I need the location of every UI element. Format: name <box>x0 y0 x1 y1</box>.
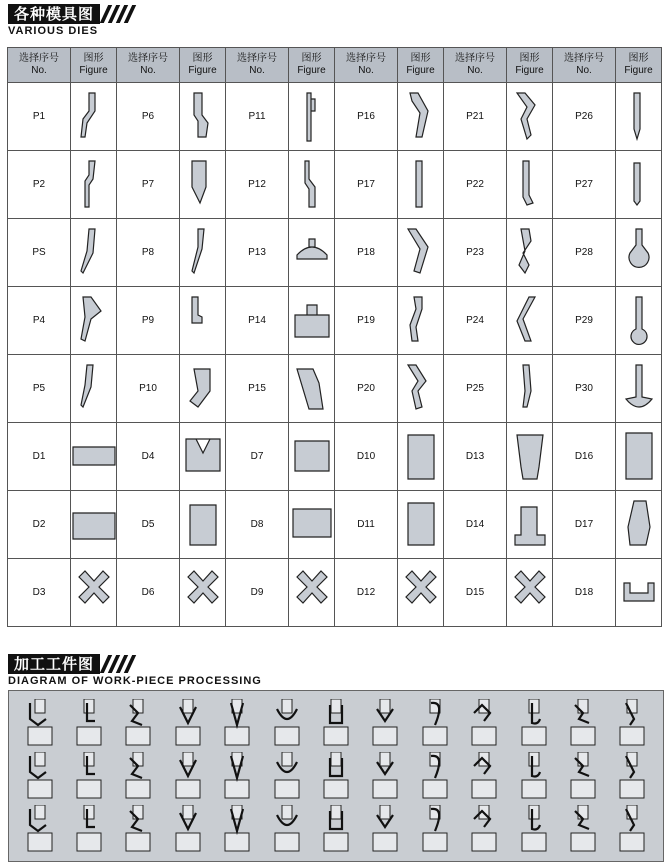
header-no <box>117 48 180 83</box>
header-no-en: No. <box>576 65 592 76</box>
header-no <box>553 48 616 83</box>
workpiece-diagram-icon <box>509 802 558 855</box>
die-code: P21 <box>444 83 507 151</box>
die-figure-icon <box>398 151 444 219</box>
workpiece-diagram-icon <box>410 697 459 750</box>
die-code: D2 <box>8 491 71 559</box>
workpiece-diagram-icon <box>459 802 508 855</box>
workpiece-diagram-icon <box>361 750 410 803</box>
die-figure-icon <box>507 423 553 491</box>
workpiece-diagram-icon <box>114 802 163 855</box>
die-code: P23 <box>444 219 507 287</box>
die-code: D8 <box>226 491 289 559</box>
workpiece-grid <box>15 697 657 855</box>
die-code: P19 <box>335 287 398 355</box>
die-figure-icon <box>71 491 117 559</box>
workpiece-diagram-icon <box>15 802 64 855</box>
die-code: P10 <box>117 355 180 423</box>
die-figure-icon <box>71 83 117 151</box>
die-figure-icon <box>616 423 662 491</box>
header-no-en: No. <box>358 65 374 76</box>
die-code: PS <box>8 219 71 287</box>
die-code: P7 <box>117 151 180 219</box>
header-no-en: No. <box>140 65 156 76</box>
workpiece-diagram-icon <box>64 750 113 803</box>
die-code: D3 <box>8 559 71 627</box>
workpiece-diagram-icon <box>262 802 311 855</box>
workpiece-diagram-icon <box>311 750 360 803</box>
die-figure-icon <box>180 559 226 627</box>
die-code: P25 <box>444 355 507 423</box>
die-code: P18 <box>335 219 398 287</box>
workpiece-diagram-icon <box>558 802 607 855</box>
die-code: P8 <box>117 219 180 287</box>
die-code: D6 <box>117 559 180 627</box>
die-figure-icon <box>71 423 117 491</box>
header-fig-cn: 图形 <box>410 53 431 64</box>
workpiece-diagram-icon <box>558 750 607 803</box>
die-code: P15 <box>226 355 289 423</box>
table-row <box>8 355 662 423</box>
die-code: D18 <box>553 559 616 627</box>
die-figure-icon <box>71 219 117 287</box>
workpiece-diagram-icon <box>361 802 410 855</box>
header-no <box>8 48 71 83</box>
die-code: P27 <box>553 151 616 219</box>
header-fig-cn: 图形 <box>519 53 540 64</box>
workpiece-diagram-icon <box>459 750 508 803</box>
die-code: P4 <box>8 287 71 355</box>
dies-title-en: VARIOUS DIES <box>8 25 99 37</box>
die-figure-icon <box>180 491 226 559</box>
die-figure-icon <box>616 491 662 559</box>
header-figure <box>616 48 662 83</box>
slash-decoration-icon <box>104 5 136 23</box>
header-fig-en: Figure <box>79 65 108 76</box>
header-figure <box>180 48 226 83</box>
die-figure-icon <box>180 423 226 491</box>
header-no-cn: 选择序号 <box>346 53 386 64</box>
die-code: P30 <box>553 355 616 423</box>
table-row <box>8 287 662 355</box>
die-code: D12 <box>335 559 398 627</box>
workpiece-diagram-icon <box>15 697 64 750</box>
die-figure-icon <box>289 355 335 423</box>
die-figure-icon <box>507 287 553 355</box>
die-code: P5 <box>8 355 71 423</box>
die-figure-icon <box>398 355 444 423</box>
die-figure-icon <box>180 83 226 151</box>
header-fig-cn: 图形 <box>83 53 104 64</box>
dies-title-cn: 各种模具图 <box>8 4 100 24</box>
slash-decoration-icon <box>104 655 136 673</box>
die-code: P2 <box>8 151 71 219</box>
header-no-cn: 选择序号 <box>19 53 59 64</box>
header-fig-cn: 图形 <box>301 53 322 64</box>
header-no-cn: 选择序号 <box>564 53 604 64</box>
die-code: P13 <box>226 219 289 287</box>
die-figure-icon <box>616 559 662 627</box>
die-code: P14 <box>226 287 289 355</box>
header-figure <box>398 48 444 83</box>
workpiece-diagram-icon <box>361 697 410 750</box>
die-figure-icon <box>507 219 553 287</box>
table-row <box>8 559 662 627</box>
die-figure-icon <box>289 219 335 287</box>
header-fig-en: Figure <box>406 65 435 76</box>
table-row <box>8 151 662 219</box>
header-fig-cn: 图形 <box>192 53 213 64</box>
die-figure-icon <box>398 559 444 627</box>
die-code: D13 <box>444 423 507 491</box>
die-code: D11 <box>335 491 398 559</box>
header-fig-en: Figure <box>515 65 544 76</box>
workpiece-title-cn: 加工工件图 <box>8 654 100 674</box>
die-code: P28 <box>553 219 616 287</box>
die-code: D1 <box>8 423 71 491</box>
die-figure-icon <box>289 423 335 491</box>
die-code: P26 <box>553 83 616 151</box>
table-row <box>8 423 662 491</box>
header-fig-cn: 图形 <box>628 53 649 64</box>
die-figure-icon <box>71 559 117 627</box>
workpiece-diagram-icon <box>213 802 262 855</box>
die-figure-icon <box>507 355 553 423</box>
die-figure-icon <box>507 559 553 627</box>
die-figure-icon <box>71 287 117 355</box>
workpiece-diagram-icon <box>410 802 459 855</box>
header-no <box>444 48 507 83</box>
workpiece-diagram-icon <box>608 697 657 750</box>
dies-table <box>7 47 662 627</box>
die-figure-icon <box>616 219 662 287</box>
header-no <box>226 48 289 83</box>
die-figure-icon <box>289 287 335 355</box>
workpiece-diagram-icon <box>114 750 163 803</box>
die-figure-icon <box>289 491 335 559</box>
header-fig-en: Figure <box>624 65 653 76</box>
die-figure-icon <box>398 423 444 491</box>
die-code: D7 <box>226 423 289 491</box>
die-code: P22 <box>444 151 507 219</box>
die-code: D16 <box>553 423 616 491</box>
header-no-cn: 选择序号 <box>128 53 168 64</box>
workpiece-diagram-icon <box>311 697 360 750</box>
workpiece-diagram-icon <box>608 750 657 803</box>
workpiece-diagram-icon <box>114 697 163 750</box>
workpiece-diagram-icon <box>262 697 311 750</box>
die-figure-icon <box>180 287 226 355</box>
die-code: D5 <box>117 491 180 559</box>
header-no-en: No. <box>249 65 265 76</box>
die-code: P11 <box>226 83 289 151</box>
workpiece-diagram-icon <box>459 697 508 750</box>
workpiece-diagram-icon <box>262 750 311 803</box>
die-code: P1 <box>8 83 71 151</box>
table-header-row <box>8 48 662 83</box>
workpiece-diagram-icon <box>558 697 607 750</box>
die-figure-icon <box>507 491 553 559</box>
die-code: P16 <box>335 83 398 151</box>
die-code: D17 <box>553 491 616 559</box>
workpiece-diagram-icon <box>163 750 212 803</box>
workpiece-diagram-icon <box>163 697 212 750</box>
die-figure-icon <box>71 355 117 423</box>
header-fig-en: Figure <box>188 65 217 76</box>
die-figure-icon <box>398 287 444 355</box>
die-figure-icon <box>398 219 444 287</box>
die-code: P9 <box>117 287 180 355</box>
header-figure <box>289 48 335 83</box>
die-code: P20 <box>335 355 398 423</box>
die-figure-icon <box>507 151 553 219</box>
die-figure-icon <box>507 83 553 151</box>
header-no <box>335 48 398 83</box>
die-code: P24 <box>444 287 507 355</box>
workpiece-diagram-icon <box>213 697 262 750</box>
die-figure-icon <box>616 151 662 219</box>
die-figure-icon <box>71 151 117 219</box>
die-figure-icon <box>289 151 335 219</box>
workpiece-diagram-icon <box>15 750 64 803</box>
die-figure-icon <box>289 559 335 627</box>
workpiece-diagram-icon <box>311 802 360 855</box>
header-figure <box>507 48 553 83</box>
die-code: D10 <box>335 423 398 491</box>
die-figure-icon <box>616 83 662 151</box>
workpiece-diagram-panel <box>8 690 664 862</box>
die-figure-icon <box>180 151 226 219</box>
workpiece-diagram-icon <box>608 802 657 855</box>
die-code: D14 <box>444 491 507 559</box>
workpiece-heading <box>8 654 262 687</box>
die-code: D4 <box>117 423 180 491</box>
workpiece-diagram-icon <box>64 802 113 855</box>
dies-heading <box>8 4 136 37</box>
header-no-cn: 选择序号 <box>455 53 495 64</box>
die-code: D15 <box>444 559 507 627</box>
workpiece-diagram-icon <box>163 802 212 855</box>
die-figure-icon <box>289 83 335 151</box>
workpiece-title-en: DIAGRAM OF WORK-PIECE PROCESSING <box>8 675 262 687</box>
die-figure-icon <box>398 83 444 151</box>
workpiece-diagram-icon <box>509 750 558 803</box>
header-fig-en: Figure <box>297 65 326 76</box>
table-row <box>8 83 662 151</box>
workpiece-diagram-icon <box>64 697 113 750</box>
workpiece-diagram-icon <box>410 750 459 803</box>
die-figure-icon <box>180 219 226 287</box>
die-figure-icon <box>398 491 444 559</box>
header-figure <box>71 48 117 83</box>
die-code: P12 <box>226 151 289 219</box>
die-code: P6 <box>117 83 180 151</box>
die-code: D9 <box>226 559 289 627</box>
die-figure-icon <box>616 355 662 423</box>
die-figure-icon <box>180 355 226 423</box>
table-row <box>8 219 662 287</box>
workpiece-diagram-icon <box>213 750 262 803</box>
die-code: P29 <box>553 287 616 355</box>
header-no-en: No. <box>31 65 47 76</box>
table-row <box>8 491 662 559</box>
die-figure-icon <box>616 287 662 355</box>
die-code: P17 <box>335 151 398 219</box>
header-no-cn: 选择序号 <box>237 53 277 64</box>
header-no-en: No. <box>467 65 483 76</box>
workpiece-diagram-icon <box>509 697 558 750</box>
